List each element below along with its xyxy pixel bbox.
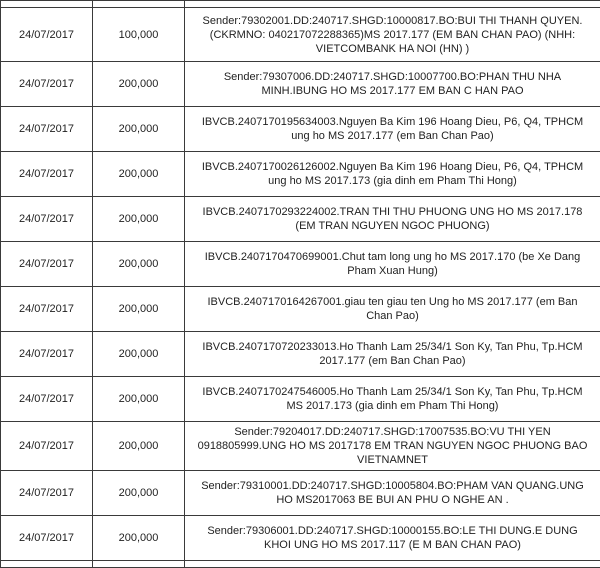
- table-row: [1, 516, 600, 561]
- description-cell: IBVCB.2407170720233013.Ho Thanh Lam 25/34/1 Son Ky, Tan Phu, Tp.HCM 2017.177 (em Ban Chan Pao): [185, 332, 600, 377]
- table-row: [1, 332, 600, 377]
- amount-cell: 200,000: [93, 107, 185, 152]
- amount-cell: 200,000: [93, 62, 185, 107]
- date-cell: 24/07/2017: [1, 516, 93, 561]
- description-cell: IBVCB.2407170470699001.Chut tam long ung ho MS 2017.170 (be Xe Dang Pham Xuan Hung): [185, 242, 600, 287]
- date-cell: 24/07/2017: [1, 332, 93, 377]
- amount-cell: 200,000: [93, 152, 185, 197]
- table-row: [1, 471, 600, 516]
- amount-cell: 200,000: [93, 422, 185, 471]
- description-cell: [185, 1, 600, 8]
- date-cell: 24/07/2017: [1, 8, 93, 62]
- date-cell: 24/07/2017: [1, 152, 93, 197]
- amount-cell: [93, 561, 185, 568]
- amount-cell: 200,000: [93, 242, 185, 287]
- partial-row-bottom: [1, 561, 600, 568]
- date-cell: 24/07/2017: [1, 471, 93, 516]
- description-cell: Sender:79306001.DD:240717.SHGD:10000155.BO:LE THI DUNG.E DUNG KHOI UNG HO MS 2017.117 (E M BAN CHAN PAO): [185, 516, 600, 561]
- amount-cell: 200,000: [93, 332, 185, 377]
- partial-row-top: [1, 1, 600, 8]
- table-row: [1, 8, 600, 62]
- table-row: [1, 62, 600, 107]
- amount-cell: 200,000: [93, 377, 185, 422]
- description-cell: IBVCB.2407170293224002.TRAN THI THU PHUONG UNG HO MS 2017.178 (EM TRAN NGUYEN NGOC PHUONG): [185, 197, 600, 242]
- date-cell: [1, 561, 93, 568]
- description-cell: IBVCB.2407170247546005.Ho Thanh Lam 25/34/1 Son Ky, Tan Phu, Tp.HCM MS 2017.173 (gia dinh em Pham Thi Hong): [185, 377, 600, 422]
- table-row: [1, 422, 600, 471]
- date-cell: 24/07/2017: [1, 197, 93, 242]
- table-row: [1, 287, 600, 332]
- description-cell: IBVCB.2407170026126002.Nguyen Ba Kim 196 Hoang Dieu, P6, Q4, TPHCM ung ho MS 2017.173 (gia dinh em Pham Thi Hong): [185, 152, 600, 197]
- amount-cell: 100,000: [93, 8, 185, 62]
- date-cell: 24/07/2017: [1, 422, 93, 471]
- table-row: [1, 242, 600, 287]
- amount-cell: [93, 1, 185, 8]
- table-row: [1, 377, 600, 422]
- date-cell: 24/07/2017: [1, 287, 93, 332]
- amount-cell: 200,000: [93, 516, 185, 561]
- description-cell: Sender:79302001.DD:240717.SHGD:10000817.BO:BUI THI THANH QUYEN.(CKRMNO: 040217072288365)MS 2017.177 (EM BAN CHAN PAO) (NHH: VIETCOMBANK HA NOI (HN) ): [185, 8, 600, 62]
- date-cell: 24/07/2017: [1, 242, 93, 287]
- table-row: [1, 152, 600, 197]
- description-cell: Sender:79310001.DD:240717.SHGD:10005804.BO:PHAM VAN QUANG.UNG HO MS2017063 BE BUI AN PHU O NGHE AN .: [185, 471, 600, 516]
- description-cell: [185, 561, 600, 568]
- description-cell: IBVCB.2407170195634003.Nguyen Ba Kim 196 Hoang Dieu, P6, Q4, TPHCM ung ho MS 2017.177 (em Ban Chan Pao): [185, 107, 600, 152]
- date-cell: 24/07/2017: [1, 62, 93, 107]
- description-cell: Sender:79307006.DD:240717.SHGD:10007700.BO:PHAN THU NHA MINH.IBUNG HO MS 2017.177 EM BAN C HAN PAO: [185, 62, 600, 107]
- table-row: [1, 197, 600, 242]
- date-cell: 24/07/2017: [1, 377, 93, 422]
- table-row: [1, 107, 600, 152]
- description-cell: Sender:79204017.DD:240717.SHGD:17007535.BO:VU THI YEN 0918805999.UNG HO MS 2017178 EM TRAN NGUYEN NGOC PHUONG BAO VIETNAMNET: [185, 422, 600, 471]
- amount-cell: 200,000: [93, 287, 185, 332]
- description-cell: IBVCB.2407170164267001.giau ten giau ten Ung ho MS 2017.177 (em Ban Chan Pao): [185, 287, 600, 332]
- date-cell: 24/07/2017: [1, 107, 93, 152]
- date-cell: [1, 1, 93, 8]
- amount-cell: 200,000: [93, 471, 185, 516]
- amount-cell: 200,000: [93, 197, 185, 242]
